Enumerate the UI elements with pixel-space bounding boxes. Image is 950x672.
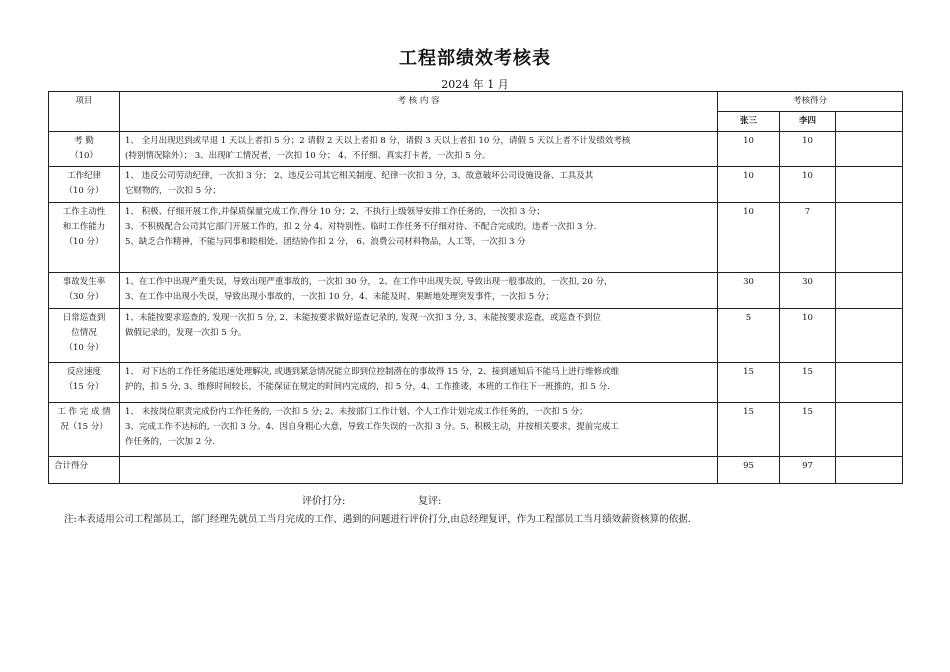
header-name-1: 张三 [718,112,780,132]
row-content-line: 它财物的，一次扣 5 分； [125,186,221,196]
row-score-1: 15 [718,403,780,457]
row-content-line: 5、缺乏合作精神，不能与同事和睦相处、团结协作扣 2 分， 6、浪费公司材料物品，人工等，一次扣 3 分 [125,237,526,247]
row-item-line: （10 分） [64,237,104,247]
row-content-line: (特别情况除外）； 3、出现旷工情况者，一次扣 10 分； 4、不仔细、真实打卡者，一次扣 5 分。 [125,151,491,161]
row-content-line: 3、完成工作不达标的, 一次扣 3 分。4、因自身粗心大意，导致工作失误的一次扣 3 分。5、积极主动，并按相关要求，提前完成工 [125,422,619,432]
row-item-line: 位情况 [71,328,97,338]
total-score-1: 95 [718,457,780,484]
row-item [49,363,120,403]
row-score-2: 7 [780,203,836,273]
row-score-2: 10 [780,132,836,167]
row-score-2: 30 [780,273,836,309]
row-item-line: （10 分） [64,186,104,196]
table-row [49,363,903,403]
total-score-2: 97 [780,457,836,484]
row-content [120,273,718,309]
total-content-empty [120,457,718,484]
row-score-empty [836,309,903,363]
row-item-line: （30 分） [64,292,104,302]
row-score-2: 15 [780,403,836,457]
row-score-2: 10 [780,309,836,363]
table-row [49,309,903,363]
row-item [49,167,120,203]
row-item-line: （10） [70,151,98,161]
table-row [49,132,903,167]
row-content [120,132,718,167]
table-row [49,403,903,457]
row-score-1: 10 [718,167,780,203]
row-item-line: 工作主动性 [62,207,106,217]
row-item-line: 考 勤 [74,136,94,146]
row-item-line: 反应速度 [66,367,101,377]
row-score-1: 5 [718,309,780,363]
row-item [49,309,120,363]
row-item [49,273,120,309]
assessment-table [48,91,903,484]
table-row [49,167,903,203]
row-content-line: 1、 对下达的工作任务能迅速处理解决, 或遇到紧急情况能立即到位控制潜在的事故得 15 分，2、接到通知后不能马上进行维修或维 [125,367,620,377]
row-item-line: 况（15 分） [60,422,108,432]
row-score-1: 10 [718,203,780,273]
row-score-1: 15 [718,363,780,403]
row-content [120,203,718,273]
row-content-line: 1、未能按要求巡查的, 发现一次扣 5 分, 2、未能按要求做好巡查记录的, 发现一次扣 3 分, 3、未能按要求巡查，或巡查不到位 [125,313,601,323]
row-content-line: 1、 全月出现迟到或早退 1 天以上者扣 5 分；2 请假 2 天以上者扣 8 分，请假 3 天以上者扣 10 分，请假 5 天以上者不计发绩效考核 [125,136,631,146]
row-score-empty [836,273,903,309]
row-score-1: 30 [718,273,780,309]
header-score-group: 考核得分 [718,92,903,112]
report-date: 2024 年 1 月 [441,78,509,91]
row-content-line: 护的，扣 5 分, 3、维修时间较长，不能保证在规定的时间内完成的，扣 5 分，4、工作推诿，本班的工作往下一班推的，扣 5 分. [125,382,610,392]
row-score-2: 15 [780,363,836,403]
header-content: 考 核 内 容 [120,92,718,132]
row-score-empty [836,403,903,457]
row-score-empty [836,167,903,203]
row-content-line: 1、 积极、仔细开展工作,并保质保量完成工作,得分 10 分；2、不执行上级领导安排工作任务的，一次扣 3 分； [125,207,545,217]
row-item-line: 和工作能力 [62,222,106,232]
row-score-empty [836,132,903,167]
header-row [49,92,903,112]
row-score-empty [836,203,903,273]
total-row [49,457,903,484]
row-item-line: （10 分） [64,343,104,353]
row-content-line: 1、 未按岗位职责完成份内工作任务的, 一次扣 5 分; 2、未按部门工作计划、个人工作计划完成工作任务的，一次扣 5 分； [125,407,588,417]
review-label: 复评: [418,496,442,507]
header-name-empty [836,112,903,132]
total-label: 合计得分 [49,457,120,484]
row-content [120,363,718,403]
row-item-line: 日常巡查到 [62,313,106,323]
header-item: 项目 [49,92,120,132]
row-item-line: （15 分） [64,382,104,392]
row-item-line: 工 作 完 成 情 [57,407,111,417]
row-content-line: 作任务的，一次加 2 分. [125,437,216,447]
row-content [120,309,718,363]
row-item [49,132,120,167]
row-item [49,403,120,457]
row-score-empty [836,363,903,403]
row-item [49,203,120,273]
row-content [120,403,718,457]
rating-label: 评价打分: [302,496,346,507]
row-score-2: 10 [780,167,836,203]
row-content-line: 做假记录的，发现一次扣 5 分。 [125,328,247,338]
table-row [49,273,903,309]
row-content-line: 3、不积极配合公司其它部门开展工作的，扣 2 分 4、对特别性、临时工作任务不仔细对待、不配合完成的，违者一次扣 3 分. [125,222,597,232]
row-content-line: 3、在工作中出现小失误，导致出现小事故的，一次扣 10 分，4、未能及时、果断地处理突发事件，一次扣 5 分； [125,292,554,302]
table-row [49,203,903,273]
row-content-line: 1、在工作中出现严重失误，导致出现严重事故的，一次扣 30 分， 2、在工作中出现失误, 导致出现一般事故的，一次扣, 20 分， [125,277,613,287]
row-score-1: 10 [718,132,780,167]
row-item-line: 事故发生率 [62,277,106,287]
row-content [120,167,718,203]
page-title: 工程部绩效考核表 [399,48,551,69]
total-score-empty [836,457,903,484]
footnote: 注:本表适用公司工程部员工，部门经理先就员工当月完成的工作、遇到的问题进行评价打分,由总经理复评，作为工程部员工当月绩效薪资核算的依据. [64,514,691,525]
row-content-line: 1、 违反公司劳动纪律，一次扣 3 分； 2、违反公司其它相关制度、纪律一次扣 3 分，3、故意破坏公司设施设备、工具及其 [125,171,594,181]
header-name-2: 李四 [780,112,836,132]
row-item-line: 工作纪律 [66,171,101,181]
